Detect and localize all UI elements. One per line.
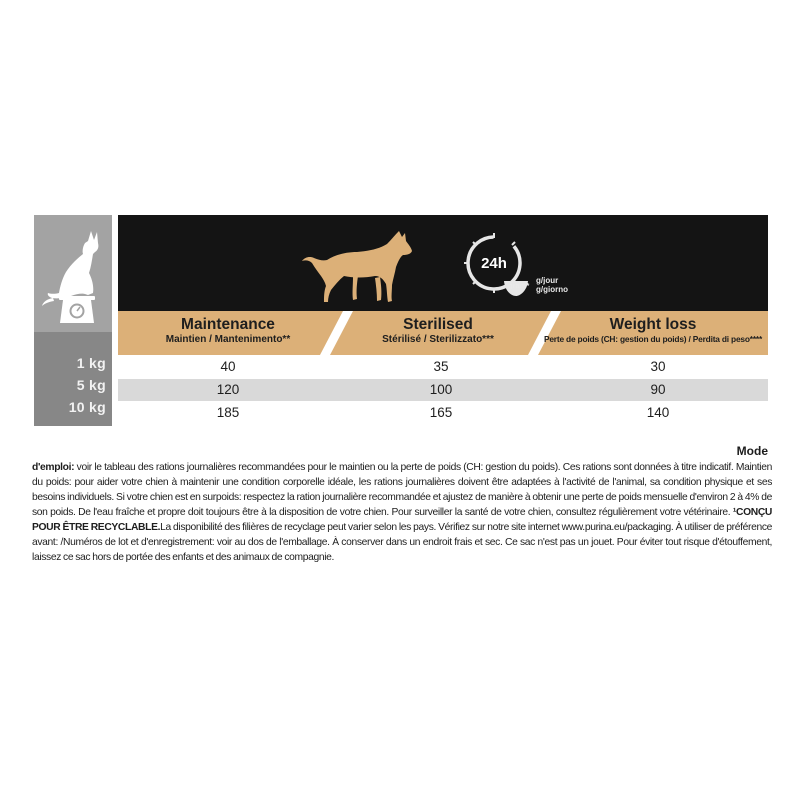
weight-label-5kg: 5 kg bbox=[76, 377, 106, 393]
shepherd-dog-icon bbox=[301, 227, 413, 305]
table-cell: 165 bbox=[429, 405, 453, 420]
units-label bbox=[536, 276, 568, 294]
table-cell: 30 bbox=[650, 359, 666, 374]
column-header-sterilised bbox=[338, 316, 538, 346]
table-cell: 100 bbox=[429, 382, 453, 397]
dog-on-scale-icon bbox=[38, 227, 100, 327]
unit-g-giorno: g/giorno bbox=[536, 285, 568, 294]
instructions-heading: Mode bbox=[736, 444, 768, 458]
table-cell: 120 bbox=[216, 382, 240, 397]
table-cell: 40 bbox=[220, 359, 236, 374]
weight-label-10kg: 10 kg bbox=[68, 399, 106, 415]
table-row bbox=[118, 356, 768, 378]
column-title: Maintenance bbox=[181, 316, 275, 333]
gram-label: gram* bbox=[508, 281, 530, 290]
table-row bbox=[118, 402, 768, 424]
column-subtitle: Maintien / Mantenimento** bbox=[165, 334, 291, 345]
column-title: Sterilised bbox=[403, 316, 473, 333]
table-cell: 185 bbox=[216, 405, 240, 420]
column-header-weight-loss bbox=[540, 316, 766, 346]
header-band bbox=[118, 215, 768, 311]
weight-sidebar bbox=[34, 215, 112, 426]
table-cell: 140 bbox=[646, 405, 670, 420]
instructions-lead: d'emploi: bbox=[32, 462, 75, 473]
table-cell: 35 bbox=[433, 359, 449, 374]
instructions-text: voir le tableau des rations journalières recommandées pour le maintien ou la perte de poids (CH: gestion du poids). Ces rations sont données à titre indicatif. Maintien du poids: pour aider votre chien à maintenir une condition corporelle idéale, les rations journalières doivent être adaptées à l'activité de l'animal, sa condition physique et ses besoins individuels. Si votre chien est en surpoids: respectez la ration journalière recommandée et ajustez de manière à obtenir une perte de poids mensuelle d'environ 2 à 4% de son poids. De l'eau fraîche et propre doit toujours être à la disposition de votre chien. Pour surveiller la santé de votre chien, consultez régulièrement votre vétérinaire. bbox=[32, 462, 772, 518]
column-subtitle: Perte de poids (CH: gestion du poids) / Perdita di peso**** bbox=[543, 334, 763, 344]
instructions-text-2: La disponibilité des filières de recyclage peut varier selon les pays. Vérifiez sur notre site internet www.purina.eu/packaging. À utiliser de préférence avant: /Numéros de lot et d'enregistrement: voir au dos de l'emballage. À conserver dans un endroit frais et sec. Ce sac n'est pas un jouet. Pour éviter tout risque d'étouffement, laissez ce sac hors de portée des enfants et des animaux de compagnie. bbox=[32, 522, 773, 563]
table-cell: 90 bbox=[650, 382, 666, 397]
table-row bbox=[118, 379, 768, 401]
unit-g-jour: g/jour bbox=[536, 276, 559, 285]
column-title: Weight loss bbox=[609, 316, 697, 333]
weight-label-1kg: 1 kg bbox=[76, 355, 106, 371]
recyclable-notice: ¹CONÇU POUR ÊTRE RECYCLABLE. bbox=[32, 507, 772, 533]
clock-label: 24h bbox=[481, 255, 507, 272]
instructions-paragraph bbox=[32, 460, 772, 565]
column-header-maintenance bbox=[128, 316, 328, 346]
column-header-strip bbox=[118, 311, 768, 355]
column-subtitle: Stérilisé / Sterilizzato*** bbox=[382, 334, 494, 345]
sidebar-icon-area bbox=[34, 215, 112, 332]
